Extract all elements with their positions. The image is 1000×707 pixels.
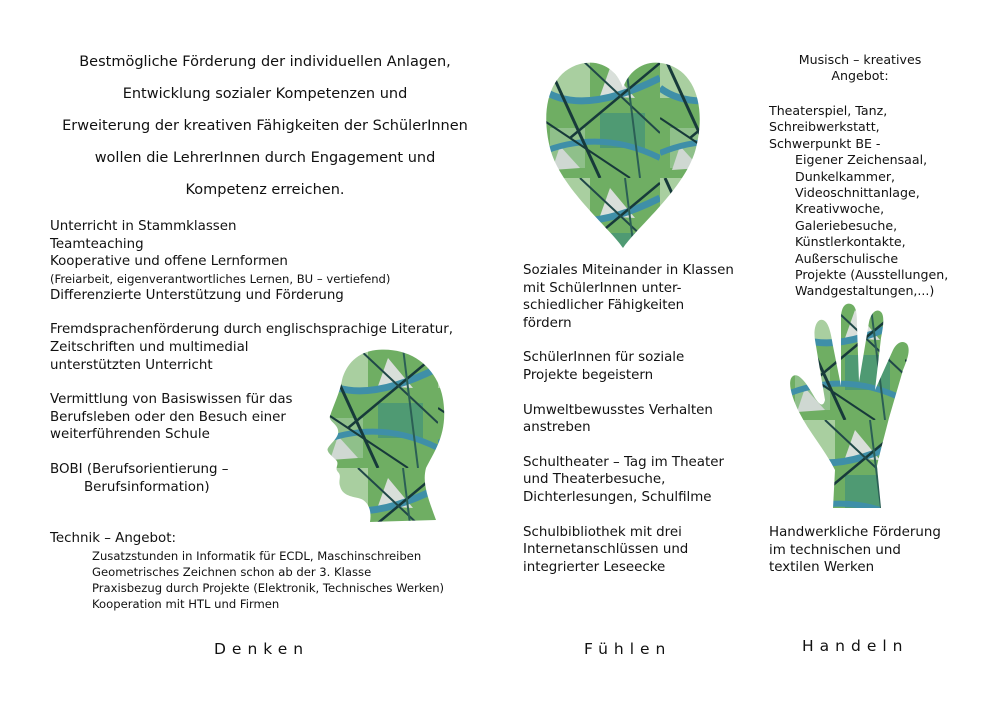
text-line: textilen Werken — [769, 560, 875, 576]
text-line: Zeitschriften und multimedial — [50, 339, 249, 355]
text-line: Projekte begeistern — [523, 367, 654, 383]
title-line: Angebot: — [831, 68, 889, 84]
list-item: Kreativwoche, — [795, 201, 885, 217]
text-line: Berufsleben oder den Besuch einer — [50, 409, 286, 425]
text-line: (Freiarbeit, eigenverantwortliches Lernen, BU – vertiefend) — [50, 271, 391, 286]
text-line: Vermittlung von Basiswissen für das — [50, 392, 293, 408]
text-line: mit SchülerInnen unter- — [523, 280, 682, 296]
text-line: fördern — [523, 315, 572, 331]
text-line: anstreben — [523, 420, 591, 436]
text-line: schiedlicher Fähigkeiten — [523, 298, 685, 314]
technik-item: Kooperation mit HTL und Firmen — [92, 596, 280, 611]
technik-block — [50, 530, 444, 612]
text-line: Umweltbewusstes Verhalten — [523, 402, 713, 418]
list-item: Videoschnittanlage, — [795, 185, 920, 201]
text-line: unterstützten Unterricht — [50, 357, 213, 373]
head-profile-painting — [318, 348, 446, 523]
hand-painting — [785, 300, 930, 510]
list-item: Wandgestaltungen,...) — [795, 283, 935, 299]
footer-handeln: Handeln — [802, 637, 909, 655]
text-line: im technischen und — [769, 542, 901, 558]
list-item: Außerschulische — [795, 250, 899, 266]
text-line: BOBI (Berufsorientierung – — [50, 461, 229, 477]
footer-denken: Denken — [214, 640, 310, 658]
list-item: Theaterspiel, Tanz, — [769, 103, 888, 118]
text-line: Differenzierte Unterstützung und Förderung — [50, 287, 344, 303]
intro-line: Bestmögliche Förderung der individuellen Anlagen, — [79, 54, 451, 70]
musisch-title — [770, 52, 950, 85]
fuehlen-text — [523, 262, 734, 576]
text-line: Teamteaching — [50, 236, 144, 252]
list-item: Künstlerkontakte, — [795, 234, 906, 250]
list-item: Galeriebesuche, — [795, 217, 898, 233]
intro-paragraph — [40, 46, 490, 206]
intro-line: Entwicklung sozialer Kompetenzen und — [122, 86, 408, 102]
list-item: Projekte (Ausstellungen, — [795, 267, 949, 283]
handwerk-text — [769, 524, 941, 577]
text-line: Internetanschlüssen und — [523, 542, 689, 558]
text-line: SchülerInnen für soziale — [523, 350, 685, 366]
heart-shape-painting — [540, 58, 706, 252]
text-line: Soziales Miteinander in Klassen — [523, 263, 734, 278]
text-line: Dichterlesungen, Schulfilme — [523, 489, 712, 505]
text-line: Schultheater – Tag im Theater — [523, 454, 724, 470]
intro-line: Erweiterung der kreativen Fähigkeiten der SchülerInnen — [62, 118, 468, 134]
list-item: Schreibwerkstatt, — [769, 119, 880, 135]
technik-title: Technik – Angebot: — [50, 531, 176, 546]
text-line: integrierter Leseecke — [523, 559, 666, 575]
text-line: weiterführenden Schule — [50, 427, 210, 443]
text-line: Unterricht in Stammklassen — [50, 219, 237, 234]
text-line: Berufsinformation) — [84, 479, 210, 495]
footer-fuehlen: Fühlen — [584, 640, 672, 658]
text-line: Handwerkliche Förderung — [769, 525, 941, 540]
intro-line: wollen die LehrerInnen durch Engagement und — [94, 150, 436, 166]
text-line: und Theaterbesuche, — [523, 472, 666, 488]
list-item: Eigener Zeichensaal, — [795, 152, 928, 168]
list-item: Dunkelkammer, — [795, 168, 896, 184]
technik-item: Praxisbezug durch Projekte (Elektronik, Technisches Werken) — [92, 580, 445, 595]
text-line: Schulbibliothek mit drei — [523, 524, 682, 540]
technik-item: Zusatzstunden in Informatik für ECDL, Maschinschreiben — [92, 548, 422, 563]
list-item: Schwerpunkt BE - — [769, 135, 881, 151]
intro-line: Kompetenz erreichen. — [185, 182, 345, 198]
title-line: Musisch – kreatives — [798, 52, 922, 67]
technik-item: Geometrisches Zeichnen schon ab der 3. Klasse — [92, 564, 372, 579]
musisch-list — [769, 103, 948, 300]
text-line: Kooperative und offene Lernformen — [50, 254, 288, 270]
text-line: Fremdsprachenförderung durch englischsprachige Literatur, — [50, 322, 454, 338]
